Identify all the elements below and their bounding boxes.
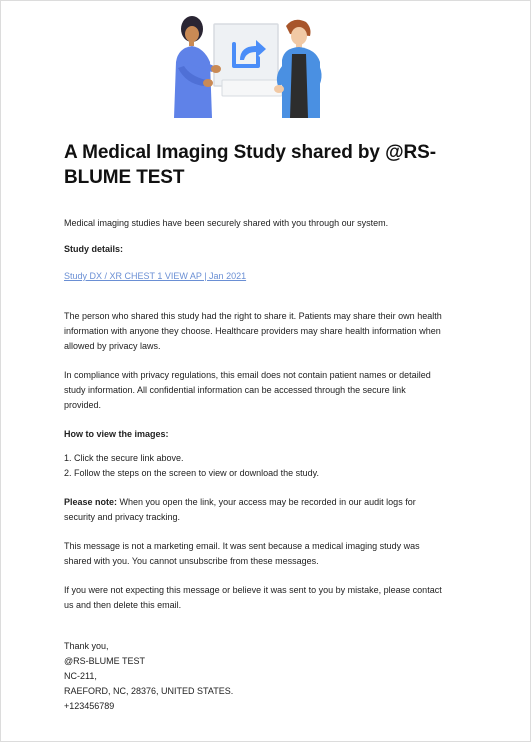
audit-note — [64, 495, 444, 525]
sharing-rights-paragraph: The person who shared this study had the right to share it. Patients may share their own health information with anyone they choose. Healthcare providers may share health information when allowed by privacy laws. — [64, 311, 442, 351]
study-link[interactable]: Study DX / XR CHEST 1 VIEW AP | Jan 2021 — [64, 271, 247, 281]
signature-address-line-1: NC-211, — [64, 671, 97, 681]
note-text: When you open the link, your access may be recorded in our audit logs for security and privacy tracking. — [64, 497, 416, 522]
step-item: 1. Click the secure link above. — [64, 453, 184, 463]
signature-phone: +123456789 — [64, 701, 115, 711]
not-expecting-paragraph: If you were not expecting this message or believe it was sent to you by mistake, please contact us and then delete this email. — [64, 585, 442, 610]
study-details-label: Study details: — [64, 244, 124, 254]
email-title: A Medical Imaging Study shared by @RS-BLUME TEST — [64, 142, 436, 188]
how-to-view-label: How to view the images: — [64, 429, 169, 439]
signature-block — [64, 639, 444, 714]
sharing-illustration — [166, 14, 326, 118]
signature-address-line-2: RAEFORD, NC, 28376, UNITED STATES. — [64, 686, 234, 696]
note-label: Please note: — [64, 497, 118, 507]
steps-list — [64, 451, 444, 481]
step-item: 2. Follow the steps on the screen to view or download the study. — [64, 468, 319, 478]
signature-thanks: Thank you, — [64, 641, 109, 651]
privacy-paragraph: In compliance with privacy regulations, this email does not contain patient names or detailed study information. All confidential information can be accessed through the secure link provided. — [64, 370, 431, 410]
not-marketing-paragraph: This message is not a marketing email. It was sent because a medical imaging study was shared with you. You cannot unsubscribe from these messages. — [64, 541, 420, 566]
intro-text: Medical imaging studies have been securely shared with you through our system. — [64, 218, 389, 228]
email-body — [64, 140, 444, 714]
signature-sender: @RS-BLUME TEST — [64, 656, 145, 666]
